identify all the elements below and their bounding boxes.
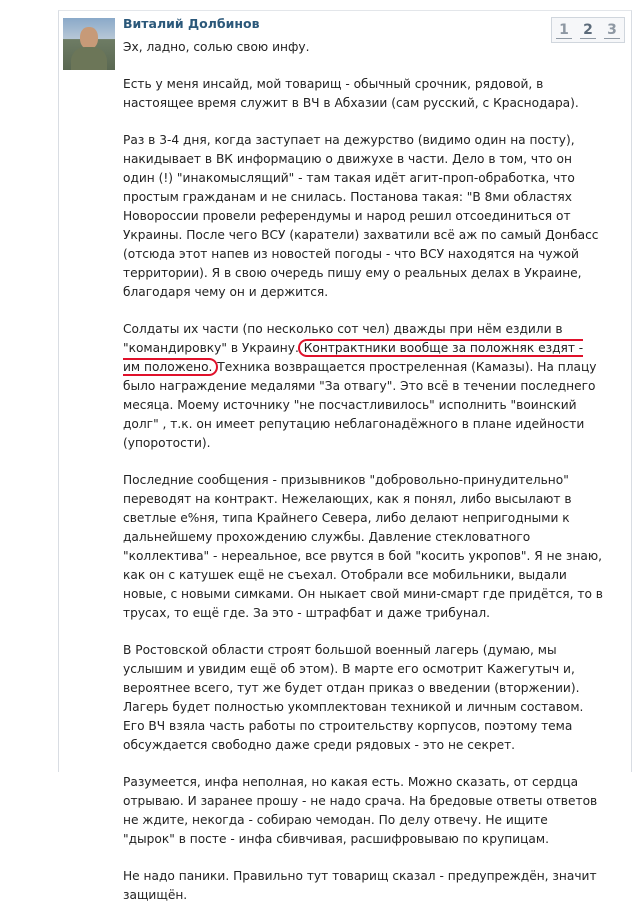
author-name[interactable]: Виталий Долбинов	[123, 16, 260, 31]
avatar-body	[71, 47, 107, 70]
paragraph-3: Раз в 3-4 дня, когда заступает на дежурство (видимо один на посту), накидывает в ВК информацию о движухе в части. Дело в том, что он один (!) "инакомыслящий" - там такая идёт агит-проп-обработка, что простым гражданам и не снилась. Постанова такая: "В 8ми областях Новороссии провели референдумы и народ решил отсоединиться от Украины. После чего ВСУ (каратели) захватили всё аж по самый Донбасс (отсюда этот напев из новостей погоды - что ВСУ находятся на чужой территории). Я в свою очередь пишу ему о реальных делах в Украине, благодаря чему он и держится.	[123, 133, 599, 299]
paragraph-4	[123, 320, 603, 453]
paragraph-7: Разумеется, инфа неполная, но какая есть. Можно сказать, от сердца отрываю. И заранее прошу - не надо срача. На бредовые ответы ответов не ждите, некогда - собираю чемодан. По делу отвечу. Не ищите "дырок" в посте - инфа сбивчивая, расшифровываю по крупицам.	[123, 775, 598, 846]
paragraph-2: Есть у меня инсайд, мой товарищ - обычный срочник, рядовой, в настоящее время служит в ВЧ в Абхазии (сам русский, с Краснодара).	[123, 77, 579, 110]
paragraph-5: Последние сообщения - призывников "добровольно-принудительно" переводят на контракт. Нежелающих, как я понял, либо высылают в светлые е%ня, типа Крайнего Севера, либо делают непригодными к дальнейшему прохождению службы. Давление стекловатного "коллектива" - нереальное, все рвутся в бой "косить укропов". Я не знаю, как он с катушек ещё не съехал. Отобрали все мобильники, выдали новые, с новыми симками. Он ныкает свой мини-смарт где придётся, то в трусах, то ещё где. За это - штрафбат и даже трибунал.	[123, 473, 603, 620]
page-2-current: 2	[580, 22, 596, 39]
page-3-link[interactable]: 3	[604, 22, 620, 39]
paragraph-1: Эх, ладно, солью свою инфу.	[123, 40, 310, 54]
paragraph-4-end: Техника возвращается простреленная (Камазы). На плацу было награждение медалями "За отвагу". Это всё в течении последнего месяца. Моему источнику "не посчастливилось" исполнить "воинский долг" , т.к. он имеет репутацию неблагонадёжного в плане идейности (упоротости).	[123, 360, 597, 450]
page-1-link[interactable]: 1	[556, 22, 572, 39]
paragraph-8: Не надо паники. Правильно тут товарищ сказал - предупреждён, значит защищён.	[123, 869, 597, 902]
avatar-head	[80, 27, 98, 49]
avatar[interactable]	[63, 18, 115, 70]
post-text	[123, 38, 603, 923]
paragraph-4-start: Солдаты их части (по несколько сот чел) дважды при нём ездили в "командировку" в Украину.	[123, 322, 563, 355]
highlighted-phrase: Контрактники вообще за положняк ездят - им положено.	[123, 341, 584, 374]
paragraph-6: В Ростовской области строят большой военный лагерь (думаю, мы услышим и увидим ещё об этом). В марте его осмотрит Кажегутыч и, вероятнее всего, тут же будет отдан приказ о введении (вторжении). Лагерь будет полностью укомплектован техникой и личным составом. Его ВЧ взяла часть работы по строительству корпусов, поэтому тема обсуждается свободно даже среди рядовых - это не секрет.	[123, 643, 584, 752]
